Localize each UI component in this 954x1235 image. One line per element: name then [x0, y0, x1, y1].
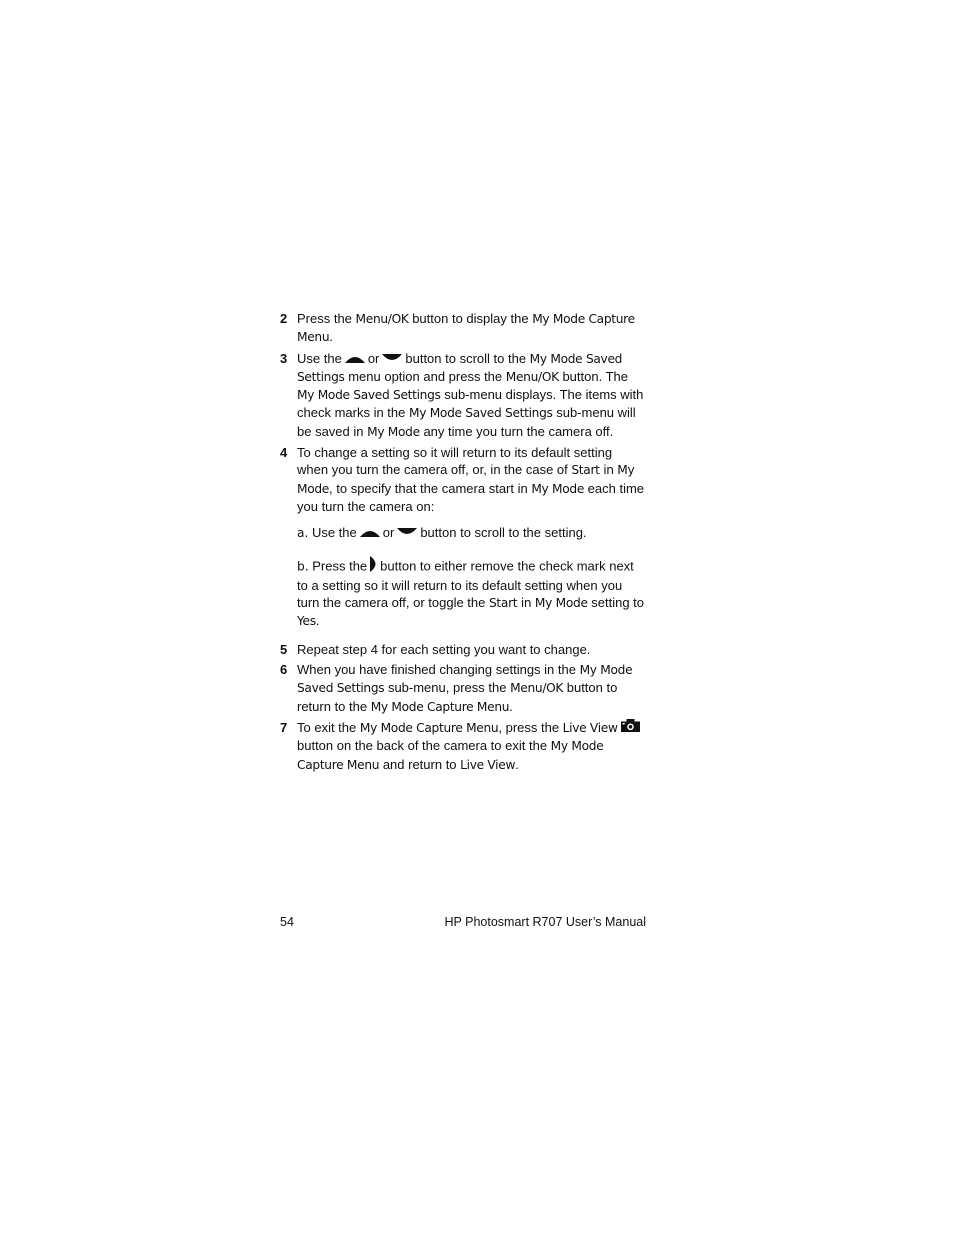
- text-run: , to specify that the camera start in: [329, 480, 532, 496]
- sub-step-a: [297, 524, 646, 542]
- text-run: or: [382, 525, 395, 541]
- step-text: [297, 350, 646, 441]
- step-number: 5: [280, 641, 288, 657]
- manual-title: HP Photosmart R707 User’s Manual: [444, 915, 646, 929]
- camera-icon: [621, 719, 640, 736]
- text-run: setting to: [587, 595, 645, 611]
- text-run: and return to: [379, 756, 461, 772]
- step-number: 6: [280, 662, 288, 678]
- text-run: button to return to the: [297, 680, 618, 714]
- up-arrow-icon: [345, 350, 365, 367]
- term-my-mode-capture-menu: My Mode Capture Menu: [297, 739, 604, 772]
- term-my-mode-saved-settings: My Mode Saved Settings: [297, 351, 623, 384]
- text-run: sub-menu will be saved in: [297, 405, 636, 439]
- term-my-mode-capture-menu: My Mode Capture Menu: [297, 312, 635, 345]
- term-live-view: Live View: [562, 720, 618, 735]
- sub-step-label: a.: [297, 526, 309, 541]
- text-run: .: [509, 698, 513, 714]
- term-my-mode: My Mode: [367, 424, 420, 439]
- step-6: [280, 661, 646, 716]
- term-my-mode-capture-menu: My Mode Capture Menu: [370, 699, 510, 714]
- text-run: , press the: [498, 719, 563, 735]
- step-7: [280, 719, 646, 774]
- step-text: [297, 310, 646, 347]
- term-my-mode: My Mode: [531, 481, 585, 496]
- text-run: button to either remove the check mark next to a setting so it will return to its default setting when you turn the camera off, or toggle the: [297, 558, 634, 611]
- text-run: each time you turn the camera on:: [297, 480, 645, 514]
- text-run: Use the: [308, 525, 357, 541]
- step-number: 2: [280, 311, 288, 326]
- page-number: 54: [280, 915, 294, 929]
- right-arrow-icon: [370, 556, 377, 576]
- text-run: button. The: [558, 368, 628, 384]
- text-run: button to scroll to the: [405, 350, 530, 366]
- down-arrow-icon: [382, 350, 402, 367]
- text-run: .: [315, 613, 320, 629]
- step-number: 4: [280, 445, 288, 461]
- up-arrow-icon: [360, 524, 380, 541]
- term-my-mode-saved-settings: My Mode Saved Settings: [297, 663, 633, 696]
- term-menu-ok: Menu/OK: [355, 312, 409, 326]
- step-text: Repeat step 4 for each setting you want to change.: [297, 641, 591, 657]
- term-menu-ok: Menu/OK: [505, 369, 559, 384]
- step-number: 3: [280, 350, 288, 366]
- text-run: .: [329, 329, 333, 345]
- text-run: To exit the: [297, 719, 360, 735]
- down-arrow-icon: [397, 524, 417, 541]
- text-run: sub-menu displays. The items with check marks in the: [297, 387, 644, 421]
- text-run: When you have finished changing settings in the: [297, 662, 580, 678]
- sub-step-label: b.: [297, 559, 309, 574]
- term-menu-ok: Menu/OK: [510, 681, 564, 696]
- text-run: or: [367, 350, 380, 366]
- step-5: [280, 641, 646, 658]
- step-text: [297, 444, 646, 515]
- term-start-in-my-mode: Start in My Mode: [489, 596, 588, 611]
- sub-step-b: [297, 557, 646, 631]
- text-run: Press the: [308, 558, 368, 574]
- term-start-in-my-mode: Start in My Mode: [297, 463, 635, 496]
- text-run: any time you turn the camera off.: [419, 423, 614, 439]
- page-content: [280, 310, 646, 777]
- term-yes: Yes: [297, 614, 316, 629]
- step-number: 7: [280, 719, 288, 735]
- step-3: [280, 350, 646, 441]
- text-run: menu option and press the: [344, 368, 506, 384]
- step-2: [280, 310, 646, 347]
- text-run: Press the: [297, 311, 356, 326]
- term-my-mode-capture-menu: My Mode Capture Menu: [359, 720, 499, 735]
- text-run: button on the back of the camera to exit the: [297, 738, 551, 754]
- text-run: sub-menu, press the: [384, 680, 511, 696]
- step-4: [280, 444, 646, 515]
- text-run: button to scroll to the setting.: [420, 525, 587, 541]
- term-my-mode-saved-settings: My Mode Saved Settings: [409, 406, 553, 421]
- term-live-view: Live View: [460, 757, 516, 772]
- text-run: Use the: [297, 350, 342, 366]
- term-my-mode-saved-settings: My Mode Saved Settings: [297, 388, 441, 403]
- step-text: [297, 719, 646, 774]
- text-run: .: [515, 756, 519, 772]
- step-text: [297, 661, 646, 716]
- text-run: button to display the: [408, 311, 533, 326]
- text-run: To change a setting so it will return to its default setting when you turn the camera off, or, in the case of: [297, 445, 613, 478]
